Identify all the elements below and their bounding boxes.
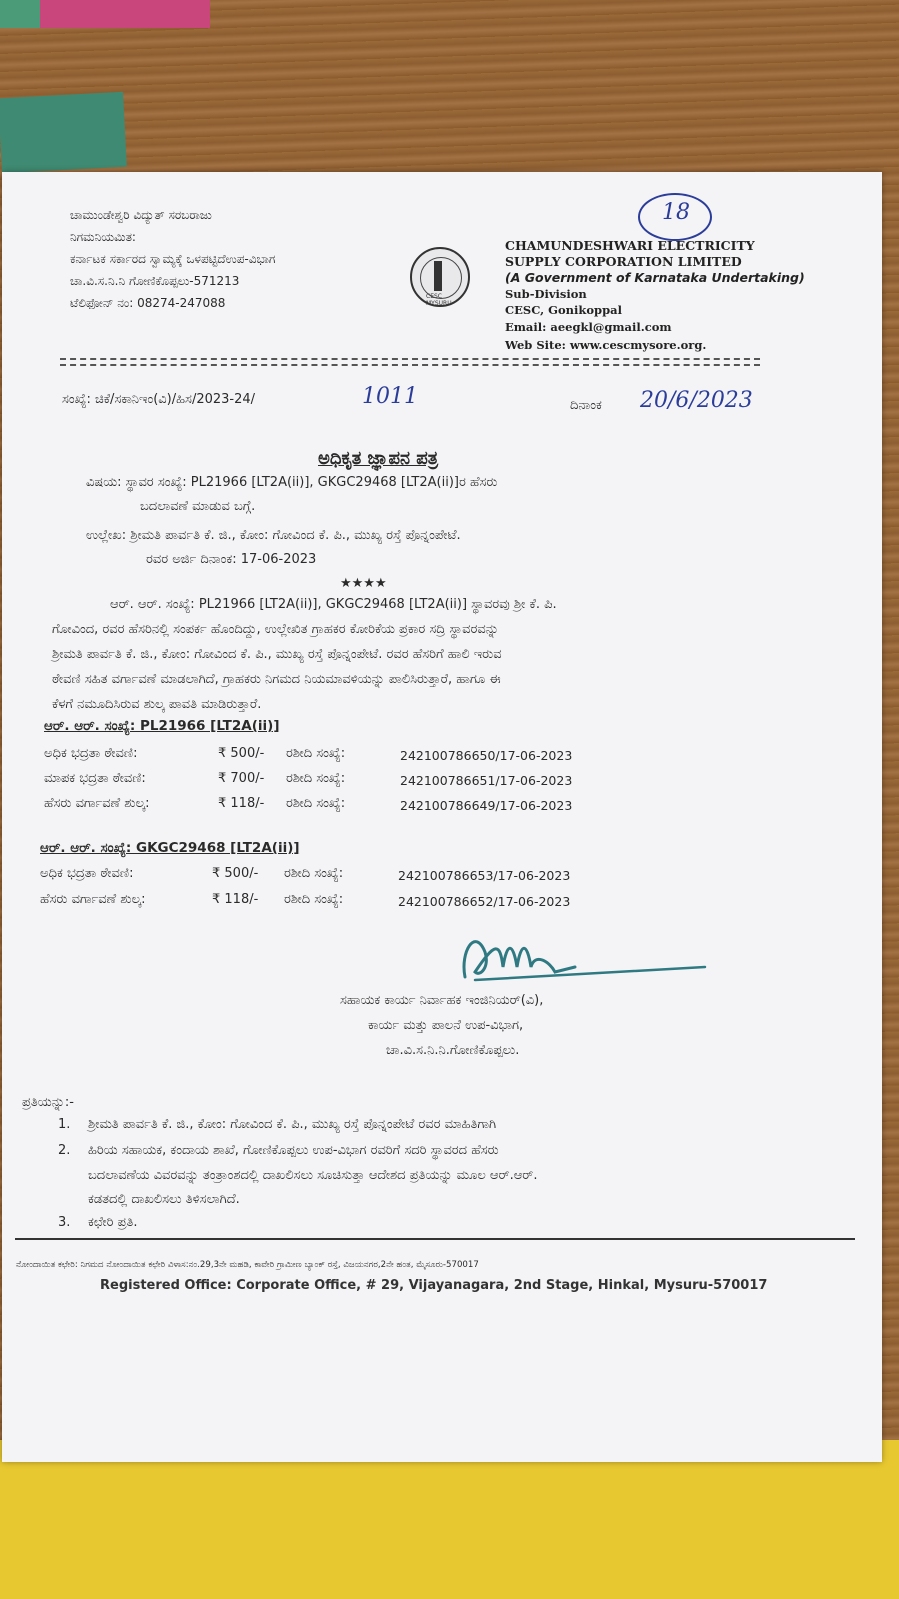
s2-row1-receipt-label: ರಶೀದಿ ಸಂಖ್ಯೆ: [284,866,344,881]
header-en-line-5: CESC, Gonikoppal [505,303,622,317]
s1-row3-receipt-label: ರಶೀದಿ ಸಂಖ್ಯೆ: [286,796,346,811]
body-line-5: ಕೆಳಗೆ ನಮೂದಿಸಿರುವ ಶುಲ್ಕ ಪಾವತಿ ಮಾಡಿರುತ್ತಾರೆ. [52,697,262,712]
header-en-line-2: SUPPLY CORPORATION LIMITED [505,254,742,269]
footer-english: Registered Office: Corporate Office, # 29, Vijayanagara, 2nd Stage, Hinkal, Mysuru-570017 [100,1278,768,1293]
s1-row1-amount: ₹ 500/- [218,746,265,761]
document-title: ಅಧಿಕೃತ ಜ್ಞಾಪನ ಪತ್ರ [318,448,439,469]
copies-label: ಪ್ರತಿಯನ್ನು:- [22,1095,74,1110]
body-line-1: ಆರ್. ಆರ್. ಸಂಖ್ಯೆ: PL21966 [LT2A(ii)], GKGC29468 [LT2A(ii)] ಸ್ಥಾವರವು ಶ್ರೀ ಕೆ. ಪಿ. [110,597,557,612]
s1-row3-amount: ₹ 118/- [218,796,265,811]
s2-row2-receipt: 242100786652/17-06-2023 [398,894,571,909]
s1-row3-receipt: 242100786649/17-06-2023 [400,798,573,813]
date-handwritten: 20/6/2023 [640,388,753,413]
s1-row2-receipt-label: ರಶೀದಿ ಸಂಖ್ಯೆ: [286,771,346,786]
signature [455,922,715,992]
pink-folder [30,0,210,28]
page-mark: 18 [662,200,690,225]
header-en-line-3: (A Government of Karnataka Undertaking) [505,270,805,285]
header-kn-line-3: ಕರ್ನಾಟಕ ಸರ್ಕಾರದ ಸ್ವಾಮ್ಯಕ್ಕೆ ಒಳಪಟ್ಟಿದೆಉಪ-ವಿಭಾಗ [70,252,276,266]
header-en-email: Email: aeegkl@gmail.com [505,320,672,334]
s1-row2-amount: ₹ 700/- [218,771,265,786]
reference-line-2: ರವರ ಅರ್ಜಿ ದಿನಾಂಕ: 17-06-2023 [146,552,317,567]
signatory-line-1: ಸಹಾಯಕ ಕಾರ್ಯ ನಿರ್ವಾಹಕ ಇಂಜಿನಿಯರ್(ವಿ), [340,993,544,1008]
copy-2-number: 2. [58,1143,71,1158]
cesc-logo: CESC MYSURU [410,247,470,307]
s2-row2-amount: ₹ 118/- [212,892,259,907]
copy-2-text-1: ಹಿರಿಯ ಸಹಾಯಕ, ಕಂದಾಯ ಶಾಖೆ, ಗೋಣಿಕೊಪ್ಪಲು ಉಪ-ವಿಭಾಗ ರವರಿಗೆ ಸದರಿ ಸ್ಥಾವರದ ಹೆಸರು [88,1143,499,1158]
reference-line-1: ಉಲ್ಲೇಖ: ಶ್ರೀಮತಿ ಪಾರ್ವತಿ ಕೆ. ಜಿ., ಕೋಂ: ಗೋವಿಂದ ಕೆ. ಪಿ., ಮುಖ್ಯ ರಸ್ತೆ ಪೊನ್ನಂಪೇಟೆ. [86,528,461,543]
s1-row2-receipt: 242100786651/17-06-2023 [400,773,573,788]
header-kn-line-4: ಚಾ.ವಿ.ಸ.ನಿ.ನಿ ಗೋಣಿಕೊಪ್ಪಲು-571213 [70,274,240,288]
yellow-folder [0,1440,899,1599]
s2-row1-label: ಅಧಿಕ ಭದ್ರತಾ ಠೇವಣಿ: [40,866,134,881]
subject-line-1: ವಿಷಯ: ಸ್ಥಾವರ ಸಂಖ್ಯೆ: PL21966 [LT2A(ii)], GKGC29468 [LT2A(ii)]ರ ಹೆಸರು [86,475,498,490]
section-1-heading: ಆರ್. ಆರ್. ಸಂಖ್ಯೆ: PL21966 [LT2A(ii)] [44,718,280,734]
body-line-3: ಶ್ರೀಮತಿ ಪಾರ್ವತಿ ಕೆ. ಜಿ., ಕೋಂ: ಗೋವಿಂದ ಕೆ. ಪಿ., ಮುಖ್ಯ ರಸ್ತೆ ಪೊನ್ನಂಪೇಟೆ. ರವರ ಹೆಸರಿಗೆ ಹಾಲಿ ಇರುವ [52,647,502,662]
body-line-4: ಠೇವಣಿ ಸಹಿತ ವರ್ಗಾವಣೆ ಮಾಡಲಾಗಿದೆ, ಗ್ರಾಹಕರು ನಿಗಮದ ನಿಯಮಾವಳಿಯನ್ನು ಪಾಲಿಸಿರುತ್ತಾರೆ, ಹಾಗೂ ಈ [52,672,501,687]
copy-1-number: 1. [58,1117,71,1132]
reference-number-label: ಸಂಖ್ಯೆ: ಚಿಕೆ/ಸಕಾನಿಇಂ(ವಿ)/ಹಿಸ/2023-24/ [62,392,256,407]
copy-3-number: 3. [58,1215,71,1230]
signatory-line-2: ಕಾರ್ಯ ಮತ್ತು ಪಾಲನೆ ಉಪ-ವಿಭಾಗ, [368,1018,524,1033]
s2-row2-label: ಹೆಸರು ವರ್ಗಾವಣೆ ಶುಲ್ಕ: [40,892,146,907]
s1-row3-label: ಹೆಸರು ವರ್ಗಾವಣೆ ಶುಲ್ಕ: [44,796,150,811]
reference-number-handwritten: 1011 [362,384,418,409]
s2-row1-amount: ₹ 500/- [212,866,259,881]
header-kn-line-1: ಚಾಮುಂಡೇಶ್ವರಿ ವಿದ್ಯುತ್ ಸರಬರಾಜು [70,208,212,222]
date-label: ದಿನಾಂಕ [570,398,602,413]
header-kn-line-2: ನಿಗಮನಿಯಮಿತ: [70,230,136,244]
body-line-2: ಗೋವಿಂದ, ರವರ ಹೆಸರಿನಲ್ಲಿ ಸಂಪರ್ಕ ಹೊಂದಿದ್ದು, ಉಲ್ಲೇಖಿತ ಗ್ರಾಹಕರ ಕೋರಿಕೆಯ ಪ್ರಕಾರ ಸದ್ರಿ ಸ್ಥಾವರವನ್ನು [52,622,499,637]
copy-2-text-2: ಬದಲಾವಣೆಯ ವಿವರವನ್ನು ತಂತ್ರಾಂಶದಲ್ಲಿ ದಾಖಲಿಸಲು ಸೂಚಿಸುತ್ತಾ ಆದೇಶದ ಪ್ರತಿಯನ್ನು ಮೂಲ ಆರ್.ಆರ್. [88,1168,538,1183]
header-en-line-1: CHAMUNDESHWARI ELECTRICITY [505,238,755,253]
s1-row1-label: ಅಧಿಕ ಭದ್ರತಾ ಠೇವಣಿ: [44,746,138,761]
footer-divider [15,1238,855,1240]
footer-kannada: ನೋಂದಾಯಿತ ಕಛೇರಿ: ನಿಗಮದ ನೋಂದಾಯಿತ ಕಛೇರಿ ವಿಳಾಸ:ನಂ.29,3ನೇ ಮಹಡಿ, ಕಾವೇರಿ ಗ್ರಾಮೀಣ ಬ್ಯಾಂಕ್ ರಸ್ತೆ, ವಿಜಯನಗರ,2ನೇ ಹಂತ, ಮೈಸೂರು-570017 [16,1260,479,1270]
header-divider [60,358,760,360]
header-en-website: Web Site: www.cescmysore.org. [505,338,707,352]
header-divider-2 [60,364,760,366]
s1-row2-label: ಮಾಪಕ ಭದ್ರತಾ ಠೇವಣಿ: [44,771,146,786]
signatory-line-3: ಚಾ.ವಿ.ಸ.ನಿ.ನಿ.ಗೋಣಿಕೊಪ್ಪಲು. [386,1043,520,1058]
subject-line-2: ಬದಲಾವಣೆ ಮಾಡುವ ಬಗ್ಗೆ. [140,499,256,514]
s1-row1-receipt: 242100786650/17-06-2023 [400,748,573,763]
s2-row1-receipt: 242100786653/17-06-2023 [398,868,571,883]
copy-3-text: ಕಛೇರಿ ಪ್ರತಿ. [88,1215,138,1230]
s2-row2-receipt-label: ರಶೀದಿ ಸಂಖ್ಯೆ: [284,892,344,907]
green-folder-corner [0,0,40,28]
copy-1-text: ಶ್ರೀಮತಿ ಪಾರ್ವತಿ ಕೆ. ಜಿ., ಕೋಂ: ಗೋವಿಂದ ಕೆ. ಪಿ., ಮುಖ್ಯ ರಸ್ತೆ ಪೊನ್ನಂಪೇಟೆ ರವರ ಮಾಹಿತಿಗಾಗಿ [88,1117,497,1132]
copy-2-text-3: ಕಡತದಲ್ಲಿ ದಾಖಲಿಸಲು ತಿಳಿಸಲಾಗಿದೆ. [88,1192,240,1207]
separator-stars: ★★★★ [340,576,387,591]
s1-row1-receipt-label: ರಶೀದಿ ಸಂಖ್ಯೆ: [286,746,346,761]
section-2-heading: ಆರ್. ಆರ್. ಸಂಖ್ಯೆ: GKGC29468 [LT2A(ii)] [40,840,300,856]
header-en-line-4: Sub-Division [505,287,587,301]
header-kn-line-5: ಟೆಲಿಫೋನ್ ನಂ: 08274-247088 [70,296,226,310]
green-folder [0,92,127,173]
